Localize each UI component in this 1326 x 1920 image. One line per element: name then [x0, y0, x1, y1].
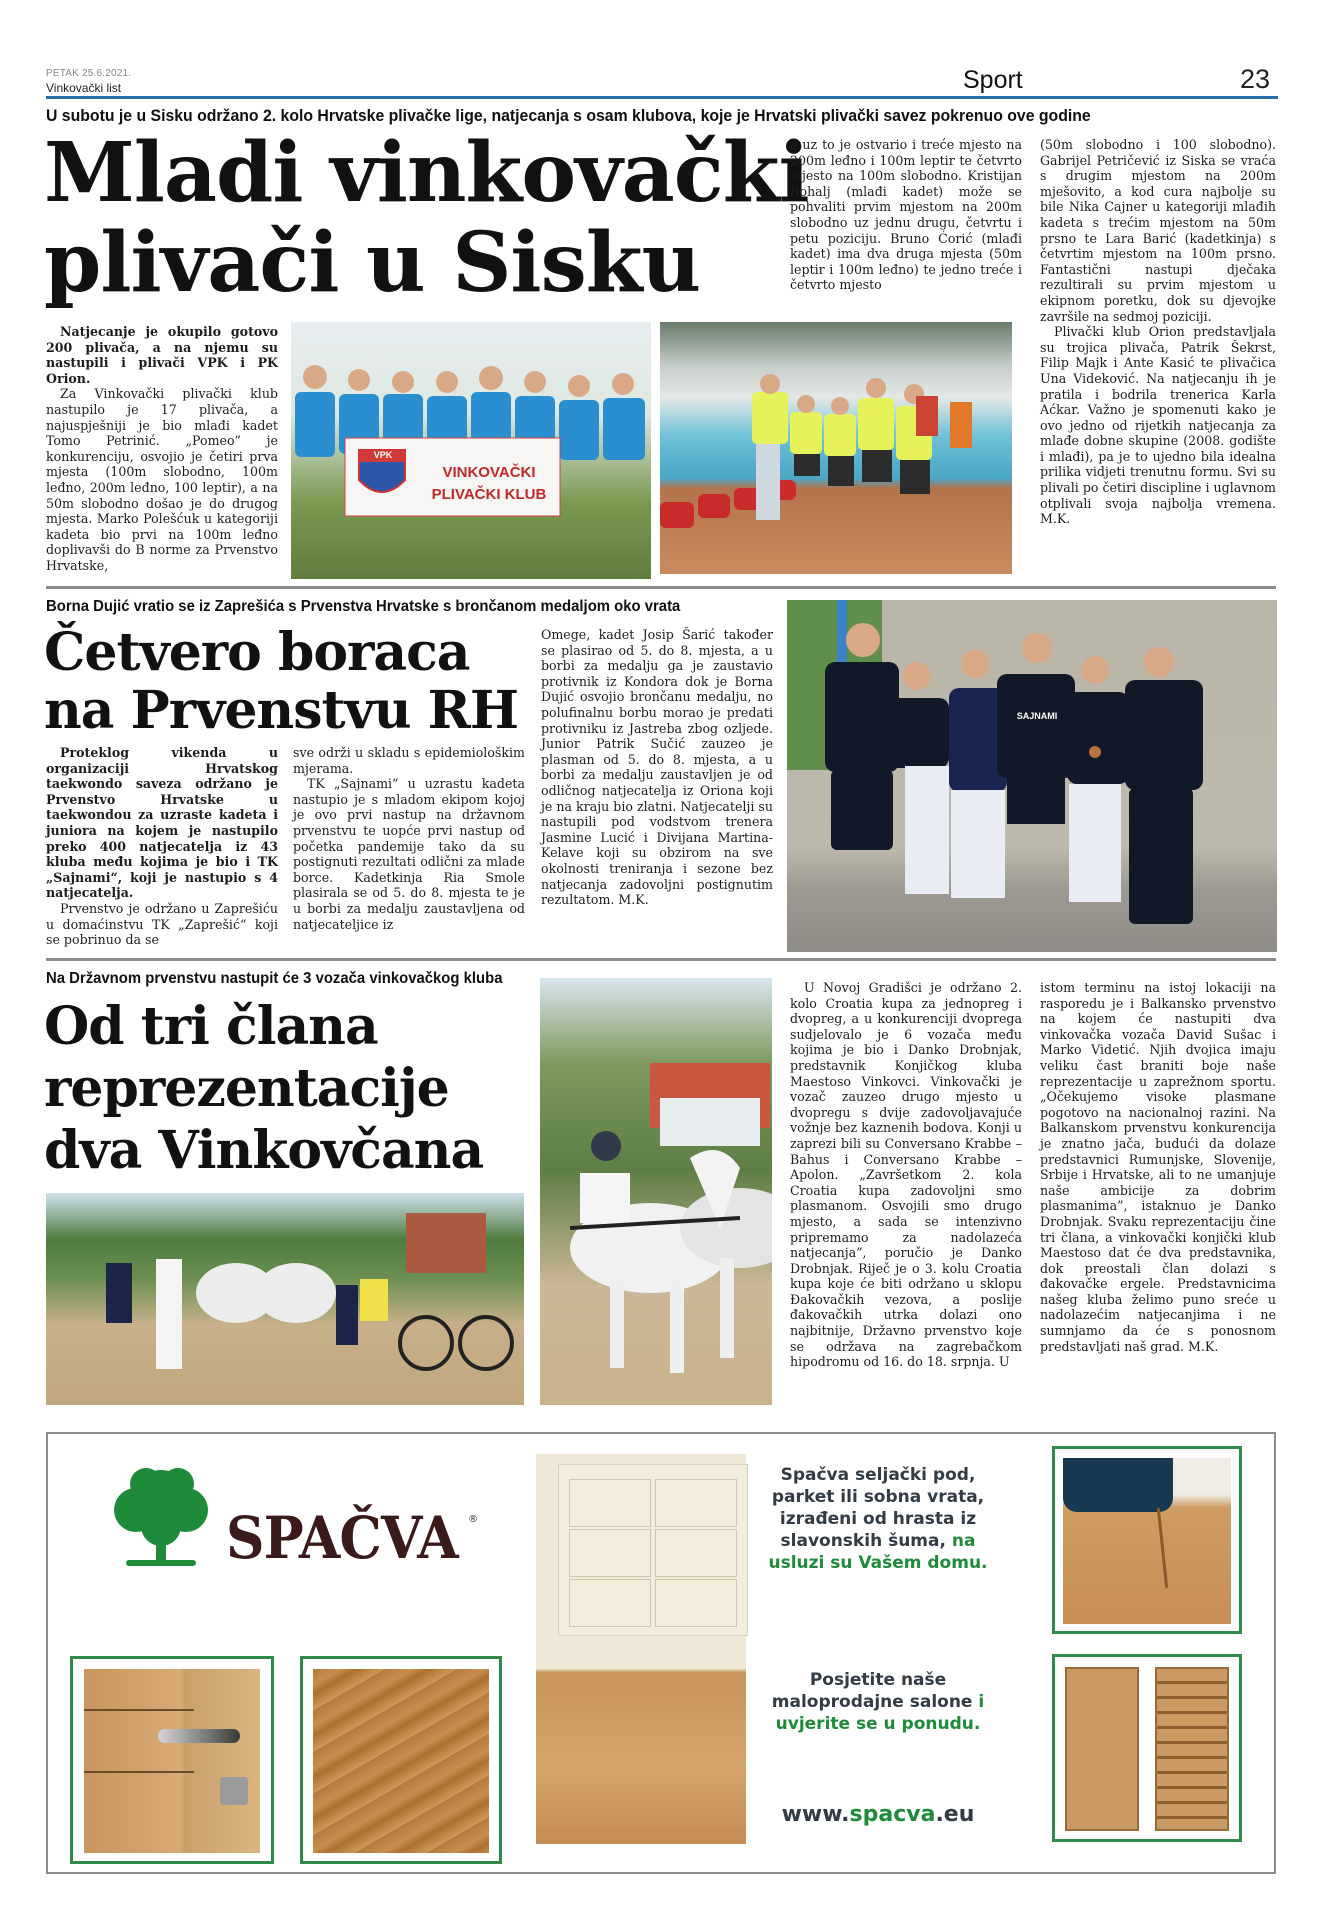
- banner-line-2: PLIVAČKI KLUB: [431, 486, 547, 503]
- article1-headline-line1: Mladi vinkovački: [44, 125, 809, 221]
- article2-column-2: [293, 745, 525, 932]
- article2-column-1: [46, 745, 278, 948]
- article1-lead: Natjecanje je okupilo gotovo 200 plivača, a na njemu su nastupili i plivači VPK i PK Orion.: [46, 324, 278, 386]
- door-handle-image-frame: [70, 1656, 274, 1864]
- article1-paragraph: (50m slobodno i 100 slobodno). Gabrijel Petričević iz Siska se vraća s drugim mjestom na 200m mješovito, a kod cura najbolje su bile Nika Cajner u kategoriji mlađih kadeta s trećim mjestom na 50m prsno te Lara Barić (kadetkinja) s četvrtim mjestom na 100m prsno. Fantastični nastupi dječaka rezultirali su prvim mjestom u ekipnom poretku, dok su djevojke završile na sedmoj poziciji.: [1040, 137, 1276, 324]
- article1-column-2: [790, 137, 1022, 293]
- article2-kicker: Borna Dujić vratio se iz Zaprešića s Prvenstva Hrvatske s brončanom medaljom oko vrata: [46, 598, 681, 615]
- issue-date: PETAK 25.6.2021.: [46, 68, 132, 79]
- article1-kicker: U subotu je u Sisku održano 2. kolo Hrvatske plivačke lige, natjecanja s osam klubova, koje je Hrvatski plivački savez pokrenuo ove godine: [46, 106, 1091, 125]
- ad-slogan-1-dark: Spačva seljački pod, parket ili sobna vrata, izrađeni od hrasta iz slavonskih šuma,: [771, 1465, 985, 1551]
- article2-headline: [44, 624, 518, 740]
- article-divider: [46, 586, 1276, 589]
- article2-headline-line1: Četvero boraca: [44, 622, 470, 683]
- article1-paragraph: Plivački klub Orion predstavljala su trojica plivača, Patrik Šekrst, Filip Majk i Ante Kasić te plivačica Una Videković. Na natjecanju ih je pratila i bodrila trenerica Karla Aćkar. Važno je spomenuti kako je ovo jedno od rijetkih natjecanja za mlađe dobne skupine (2008. godište i mlađi), pa je to ujedno bila idealna prilika vidjeti trenutnu formu. Svi su plivali po četiri discipline i uglavnom otplivali svoja najbolja vremena. M.K.: [1040, 324, 1276, 527]
- horse-driving-photo: [540, 978, 772, 1405]
- oak-tree-logo-icon: [106, 1462, 216, 1574]
- article1-headline: [44, 125, 809, 311]
- doors-image-frame: [1052, 1654, 1242, 1842]
- article1-column-3: [1040, 137, 1276, 527]
- url-suffix: .eu: [935, 1802, 975, 1827]
- parquet-image-frame: [300, 1656, 502, 1864]
- article-divider: [46, 958, 1276, 961]
- parquet-image: [313, 1669, 489, 1853]
- article2-headline-line2: na Prvenstvu RH: [44, 680, 518, 741]
- banner-text: [419, 462, 559, 506]
- url-prefix: www.: [781, 1802, 850, 1827]
- door-striped-image: [1155, 1667, 1229, 1831]
- article1-headline-line2: plivači u Sisku: [44, 215, 701, 311]
- swimming-pool-photo: [660, 322, 1012, 574]
- pool-swimmers-illustration: [660, 322, 1012, 574]
- article2-paragraph: Prvenstvo je održano u Zaprešiću u domaćinstvu TK „Zaprešić“ koji se pobrinuo da se: [46, 900, 278, 948]
- article1-column-1: [46, 324, 278, 574]
- article3-headline: [44, 996, 483, 1182]
- chair-icon: [1063, 1458, 1173, 1512]
- swim-team-photo: [291, 322, 651, 579]
- article1-paragraph: Za Vinkovački plivački klub nastupilo je 17 plivača, a najuspješniji je bio mlađi kadet Tomo Petrinić. „Pomeo” je konkurenciju, osvojio je četiri prva mjesta (100m slobodno, 100m leđno, 200m leđno, 100 leptir), a na 50m slobodno došao je do drugog mjesta. Marko Polešćuk u kategoriji kadeta bio prvi na 100m leđno doplivavši do B norme za Prvenstvo Hrvatske,: [46, 386, 278, 573]
- registered-mark: ®: [468, 1514, 478, 1525]
- taekwondo-team-illustration: [787, 600, 1277, 952]
- door-handle-image: [84, 1669, 260, 1853]
- dresser-image: [558, 1464, 748, 1636]
- banner-line-1: VINKOVAČKI: [442, 464, 536, 481]
- article3-headline-line2: reprezentacije: [44, 1058, 449, 1119]
- article3-paragraph: U Novoj Gradišci je održano 2. kolo Croatia kupa za jednopreg i dvopreg, a u konkurenciji dvoprega sudjelovalo je 6 vozača među kojima je bio i Danko Drobnjak, predstavnik Konjičkog kluba Maestoso Vinkovci. Vinkovački je vozač zauzeo drugo mjesto u dvopregu s dvije zadovoljavajuće vožnje bez kaznenih bodova. Konji u zaprezi bili su Conversano Krabbe – Bahus i Conversano Krabbe – Apolon. „Završetkom 2. kola Croatia kupa zadovoljni smo plasmanom. Osvojili smo drugo mjesto, a sada se intenzivno pripremamo za nadolazeća natjecanja”, poručio je Danko Drobnjak. Riječ je o 3. kolu Croatia kupa koje će biti održano u sklopu Đakovačkih vezova, a poslije đakovačkih utrka dolazi ono najbitnije, Državno prvenstvo koje se održava na zagrebačkom hipodromu od 16. do 18. srpnja. U: [790, 980, 1022, 1370]
- spacva-advertisement[interactable]: [46, 1432, 1276, 1874]
- ad-slogan-1-green: na usluzi su Vašem domu.: [768, 1531, 988, 1573]
- article3-column-1: [790, 980, 1022, 1370]
- article3-kicker: Na Državnom prvenstvu nastupit će 3 vozača vinkovačkog kluba: [46, 970, 503, 987]
- article2-paragraph: Omege, kadet Josip Šarić također se plasirao od 5. do 8. mjesta, a u borbi za medalju ga je zaustavio protivnik iz Kondora dok je Borna Dujić osvojio brončanu medalju, no polufinalnu borbu morao je predati protivniku iz Jastreba zbog ozljede. Junior Patrik Sučić zauzeo je plasman od 5. do 8. mjesta, a u borbi za medalju zaustavljen je od odličnog natjecatelja iz Oriona koji je na kraju bio zlatni. Natjecatelji su nastupili pod vodstvom trenera Jasmine Lucić i Divijana Martina-Kelave koji su obzirom na sve okolnosti treniranja i sezone bez natjecanja zadovoljni postignutim rezultatom. M.K.: [541, 627, 773, 908]
- article1-paragraph: a uz to je ostvario i treće mjesto na 200m leđno i 100m leptir te četvrto mjesto na 100m slobodno. Kristijan Rohalj (mlađi kadet) može se pohvaliti prvim mjestom na 200m slobodno uz jednu drugu, četvrtu i petu poziciju. Bruno Ćorić (mlađi kadet) ima dva druga mjesta (50m leptir i 100m leđno) te jedno treće i četvrto mjesto: [790, 137, 1022, 293]
- flooring-room-image: [536, 1454, 746, 1844]
- swim-team-illustration: [291, 322, 651, 579]
- vpk-crest-text: VPK: [373, 450, 393, 460]
- door-plain-image: [1065, 1667, 1139, 1831]
- keyhole-icon: [220, 1777, 248, 1805]
- masthead-rule: [46, 96, 1278, 99]
- door-handle-icon: [158, 1729, 240, 1743]
- newspaper-name: Vinkovački list: [46, 81, 122, 95]
- article3-headline-line3: dva Vinkovčana: [44, 1120, 484, 1181]
- shirt-print: SAJNAMI: [1016, 711, 1058, 721]
- article3-headline-line1: Od tri člana: [44, 996, 378, 1057]
- ad-slogan-2-dark: Posjetite naše maloprodajne salone: [771, 1670, 973, 1712]
- article3-column-2: [1040, 980, 1276, 1354]
- chair-floor-image: [1063, 1458, 1231, 1624]
- article2-paragraph: TK „Sajnami“ u uzrastu kadeta nastupio je s mladom ekipom kojoj je ovo prvi nastup na državnom prvenstvu te uopće prvi nastup od početka pandemije tako da su postignuti rezultati odlični za mlade borce. Kadetkinja Ria Smole plasirala se od 5. do 8. mjesta te je u borbi za medalju zaustavljena od natjecateljice iz: [293, 776, 525, 932]
- article2-paragraph: sve održi u skladu s epidemiološkim mjerama.: [293, 745, 525, 776]
- article3-paragraph: istom terminu na istoj lokaciji na rasporedu je i Balkansko prvenstvo na kojem će nastupiti dva vinkovačka vozača David Sušac i Marko Videtić. Njih dvojica imaju veliku čast braniti boje naše reprezentacije u zaprežnom sportu. „Očekujemo visoke plasmane pogotovo na nacionalnoj razini. Na Balkanskom prvenstvu konkurencija je znatno jača, budući da dolaze predstavnici Rumunjske, Slovenije, Srbije i Hrvatske, ali to ne umanjuje naše ambicije za dobrim plasmanima”, istaknuo je Danko Drobnjak. Svaku reprezentaciju čine tri člana, a vinkovački konjički klub Maestoso dat će dva predstavnika, dok preostali član dolazi s đakovačke ergele. Predstavnicima našeg kluba želimo puno sreće u nadolazećim natjecanjima i ne sumnjamo da će s ponosnom predstavljati naš grad. M.K.: [1040, 980, 1276, 1354]
- url-domain: spacva: [849, 1802, 936, 1827]
- taekwondo-team-photo: [787, 600, 1277, 952]
- brand-logo-text: SPAČVA: [226, 1504, 458, 1572]
- section-title: Sport: [963, 66, 1023, 94]
- horse-driving-illustration: [540, 978, 772, 1405]
- carriage-group-illustration: [46, 1193, 524, 1405]
- carriage-group-photo: [46, 1193, 524, 1405]
- page-number: 23: [1240, 64, 1271, 94]
- ad-website-link[interactable]: [760, 1804, 996, 1826]
- article2-lead: Proteklog vikenda u organizaciji Hrvatskog taekwondo saveza održano je Prvenstvo Hrvatske u taekwondou za uzraste kadeta i juniora na kojem je nastupilo preko 400 natjecatelja iz 43 kluba među kojima je bio i TK „Sajnami“, koji je nastupio s 4 natjecatelja.: [46, 745, 278, 901]
- ad-slogan-1: [760, 1464, 996, 1574]
- ad-slogan-2-green: i uvjerite se u ponudu.: [775, 1692, 985, 1734]
- article2-column-3: [541, 627, 773, 908]
- chair-floor-image-frame: [1052, 1446, 1242, 1634]
- ad-slogan-2: [760, 1669, 996, 1735]
